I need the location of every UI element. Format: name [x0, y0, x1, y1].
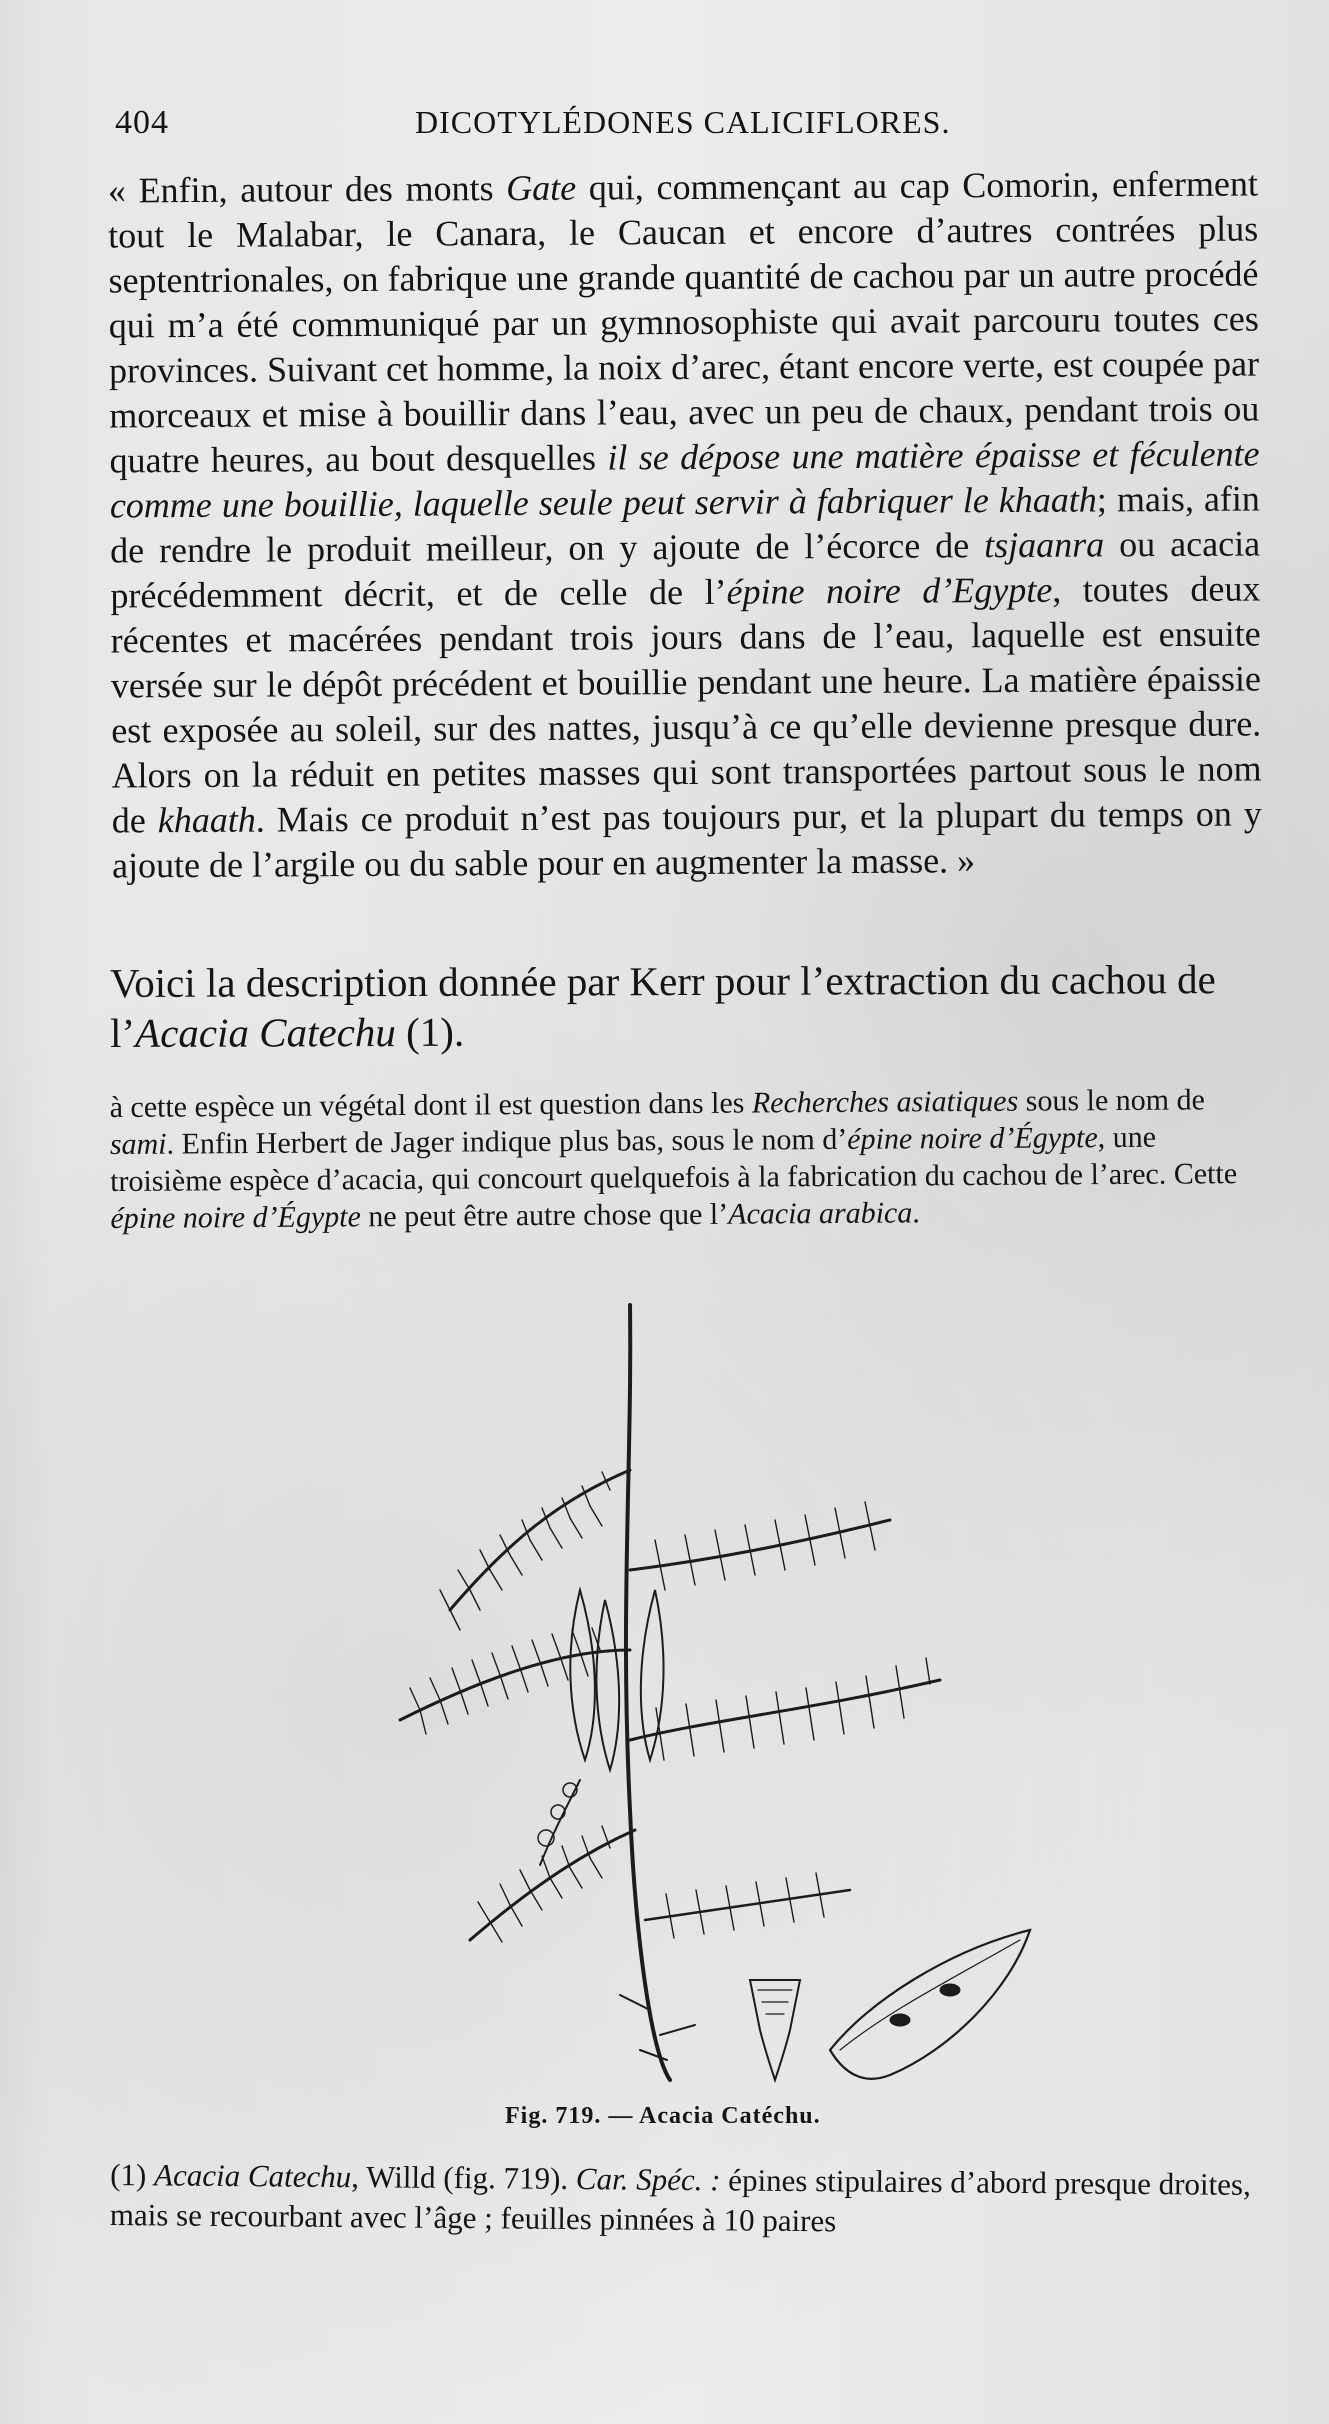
footnote-text [110, 2155, 1261, 2245]
continuation-segment: . Enfin Herbert de Jager indique plus bas, sous le nom d’ [166, 1122, 848, 1161]
continuation-segment: . [912, 1196, 920, 1230]
acacia-catechu-illustration [330, 1290, 1090, 2120]
quote-segment: ; mais, afin de rendre le produit meilleur, on y ajoute de l’écorce de [110, 478, 1260, 571]
continuation-italic: Acacia arabica [728, 1196, 913, 1231]
footnote-segment: , Willd (fig. 719). [351, 2159, 577, 2197]
continuation-segment: ne peut être autre chose que l’ [360, 1197, 729, 1234]
continuation-text [109, 1081, 1260, 1237]
continuation-paragraph [109, 1081, 1260, 1237]
kerr-text [110, 954, 1260, 1058]
quote-segment: . Mais ce produit n’est pas toujours pur, et la plupart du temps on y ajoute de l’argile ou du sable pour en augmenter la masse. » [111, 793, 1262, 886]
footnote-italic: Acacia Catechu [153, 2157, 352, 2195]
quote-italic: épine noire d’Egypte [726, 569, 1053, 612]
quote-text [108, 161, 1262, 888]
running-head: DICOTYLÉDONES CALICIFLORES. [415, 104, 951, 140]
quote-italic: il se dépose une matière épaisse et féculente comme une bouillie, laquelle seule peut servir à fabriquer le khaath [109, 433, 1260, 526]
continuation-italic: sami [109, 1127, 167, 1162]
quote-segment: , toutes deux récentes et macérées pendant trois jours dans de l’eau, laquelle est ensuite versée sur le dépôt précédent et bouillie pendant une heure. La matière épaissie est exposée au soleil, sur des nattes, jusqu’à ce qu’elle devienne presque dure. Alors on la réduit en petites masses qui sont transportées partout sous le nom de [110, 568, 1262, 841]
footnote-segment: (1) [110, 2156, 155, 2193]
page-number: 404 [115, 104, 169, 141]
figure-caption: Fig. 719. — Acacia Catéchu. [505, 2103, 821, 2129]
footnote-segment: épines stipulaires d’abord presque droites, mais se recourbant avec l’âge ; feuilles pinnées à 10 paires [109, 2162, 1251, 2239]
footnote [110, 2155, 1261, 2245]
quote-italic: khaath [157, 799, 256, 841]
quote-segment: ou acacia précédemment décrit, et de celle de l’ [110, 523, 1261, 616]
footnote-italic: Car. Spéc. : [575, 2161, 721, 2198]
continuation-italic: Recherches asiatiques [751, 1084, 1019, 1120]
continuation-segment: sous le nom de [1018, 1083, 1205, 1118]
kerr-italic: Acacia Catechu [135, 1009, 396, 1056]
continuation-segment: à cette espèce un végétal dont il est question dans les [109, 1086, 753, 1125]
quote-paragraph [108, 161, 1262, 888]
continuation-segment: , une troisième espèce d’acacia, qui concourt quelquefois à la fabrication du cachou de l’arec. Cette [110, 1120, 1238, 1199]
quote-italic: tsjaanra [984, 524, 1105, 566]
continuation-italic: épine noire d’Égypte [847, 1121, 1098, 1156]
kerr-paragraph [110, 954, 1260, 1058]
page-header [115, 104, 1280, 144]
quote-italic: Gate [506, 167, 577, 209]
kerr-segment: (1). [395, 1008, 465, 1056]
quote-segment: qui, commençant au cap Comorin, enferment tout le Malabar, le Canara, le Caucan et encore d’autres contrées plus septentrionales, on fabrique une grande quantité de cachou par un autre procédé qui m’a été communiqué par un gymnosophiste qui avait parcouru toutes ces provinces. Suivant cet homme, la noix d’arec, étant encore verte, est coupée par morceaux et mise à bouillir dans l’eau, avec un peu de chaux, pendant trois ou quatre heures, au bout desquelles [108, 163, 1260, 481]
kerr-segment: Voici la description donnée par Kerr pour l’extraction du cachou de l’ [109, 956, 1216, 1057]
quote-segment: « Enfin, autour des monts [107, 168, 507, 211]
continuation-italic: épine noire d’Égypte [110, 1200, 361, 1236]
